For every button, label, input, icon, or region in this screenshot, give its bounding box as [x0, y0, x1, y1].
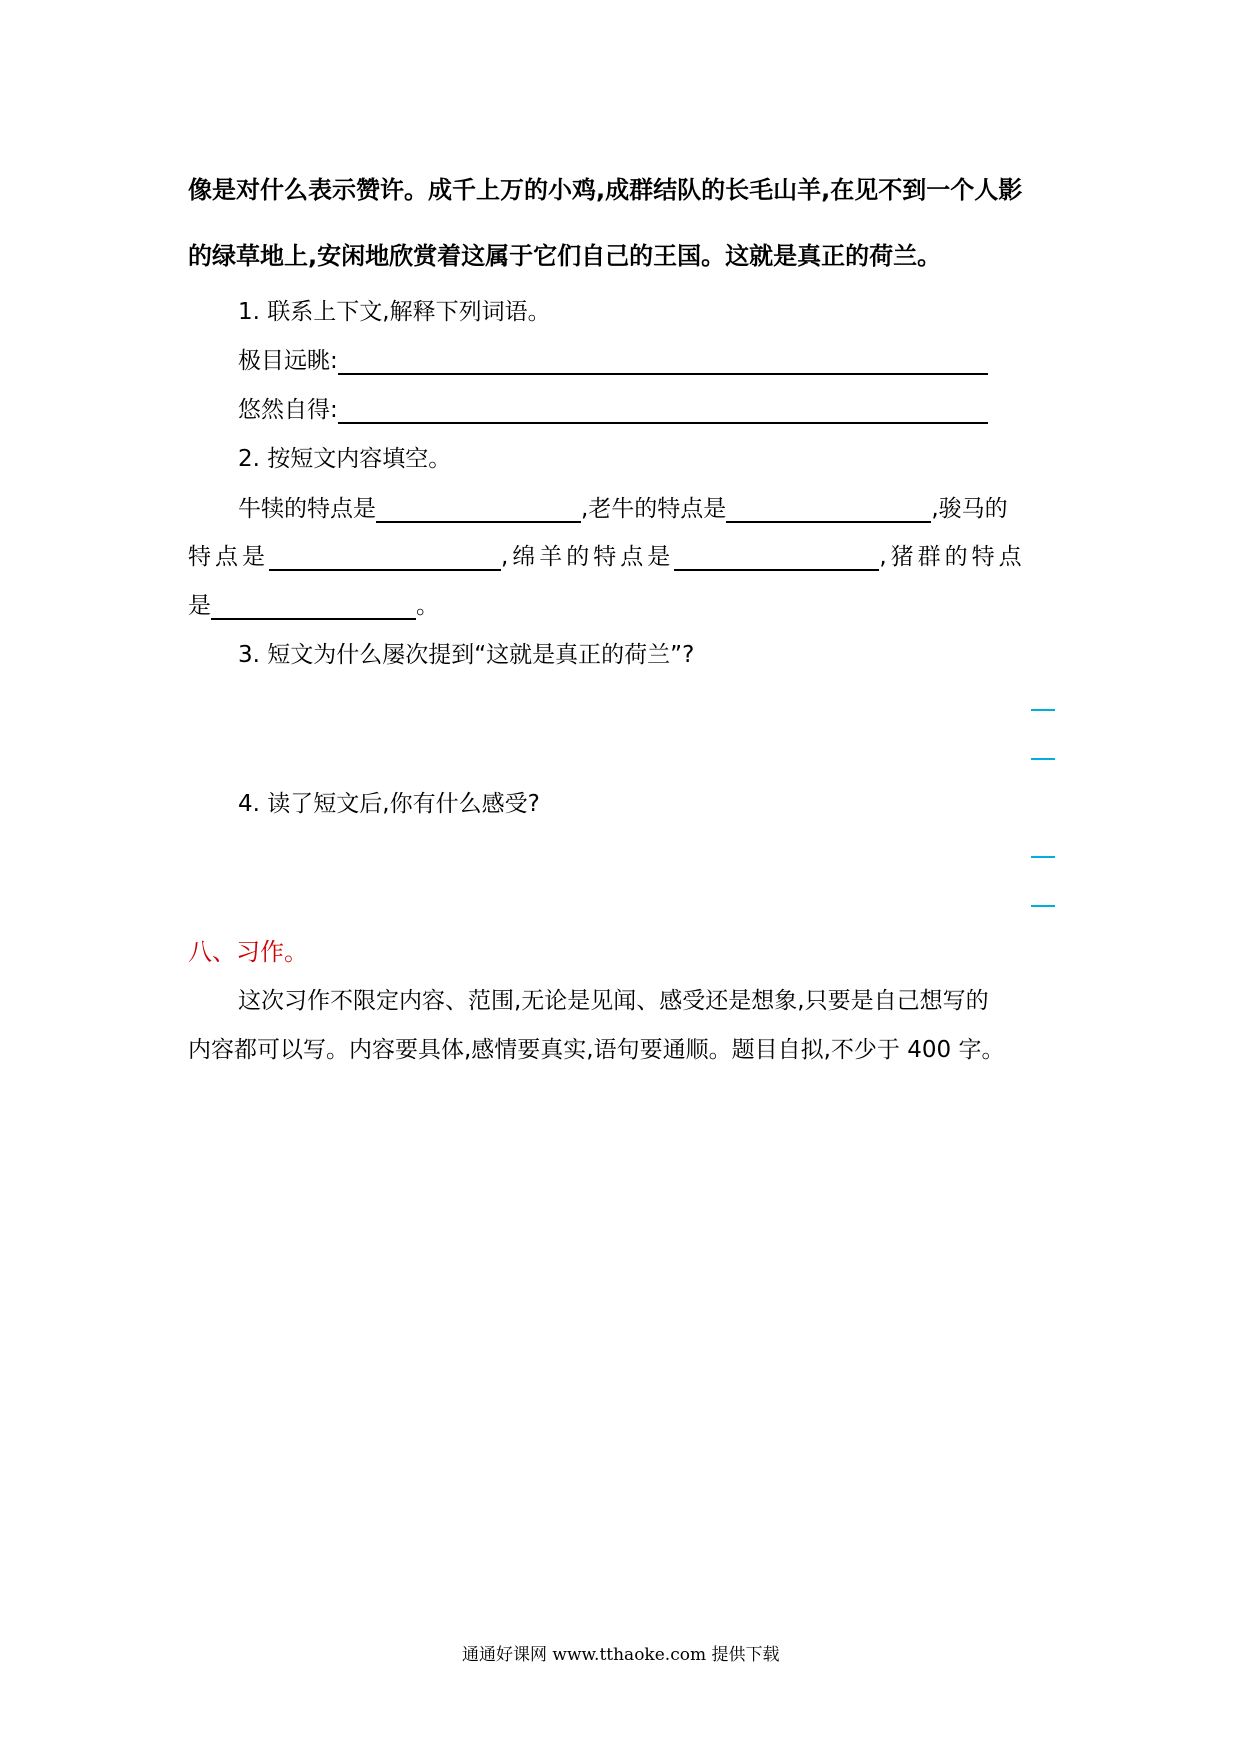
q1-item-1 — [238, 342, 988, 375]
q1-answer-blank-2[interactable] — [338, 398, 988, 424]
q1-word-2: 悠然自得: — [238, 397, 338, 423]
q3-answer-line-2[interactable] — [1031, 758, 1055, 760]
q2-blank-horse[interactable] — [269, 545, 501, 571]
q4-answer-line-2[interactable] — [1031, 905, 1055, 907]
q2-text-3: ,骏马的 — [931, 496, 1008, 522]
q3-answer-line-1[interactable] — [1031, 709, 1055, 711]
q2-blank-sheep[interactable] — [674, 545, 879, 571]
q1-answer-blank-1[interactable] — [338, 349, 988, 375]
section-8-line-2: 内容都可以写。内容要具体,感情要真实,语句要通顺。题目自拟,不少于 400 字。 — [188, 1037, 1005, 1063]
q2-line-1 — [238, 490, 1008, 523]
q2-line-2 — [188, 538, 1026, 571]
q2-text-6: ,猪群的特点 — [879, 544, 1026, 570]
question-4-title: 4. 读了短文后,你有什么感受? — [238, 791, 540, 817]
footer-credit: 通通好课网 www.tthaoke.com 提供下载 — [462, 1645, 780, 1665]
q2-blank-pigs[interactable] — [211, 594, 416, 620]
passage-line-2: 的绿草地上,安闲地欣赏着这属于它们自己的王国。这就是真正的荷兰。 — [188, 242, 942, 270]
q2-text-7: 是 — [188, 593, 211, 619]
q2-blank-old-cow[interactable] — [726, 497, 931, 523]
q2-text-2: ,老牛的特点是 — [581, 496, 727, 522]
q2-line-3 — [188, 587, 439, 620]
q1-word-1: 极目远眺: — [238, 348, 338, 374]
q2-text-5: ,绵羊的特点是 — [501, 544, 675, 570]
question-2-title: 2. 按短文内容填空。 — [238, 446, 452, 472]
q1-item-2 — [238, 391, 988, 424]
question-3-title: 3. 短文为什么屡次提到“这就是真正的荷兰”? — [238, 642, 695, 668]
passage-line-1: 像是对什么表示赞许。成千上万的小鸡,成群结队的长毛山羊,在见不到一个人影 — [188, 176, 1023, 204]
section-8-line-1: 这次习作不限定内容、范围,无论是见闻、感受还是想象,只要是自己想写的 — [238, 988, 989, 1014]
question-1-title: 1. 联系上下文,解释下列词语。 — [238, 299, 551, 325]
q2-text-4: 特点是 — [188, 544, 269, 570]
q4-answer-line-1[interactable] — [1031, 856, 1055, 858]
q2-text-1: 牛犊的特点是 — [238, 496, 376, 522]
q2-blank-calf[interactable] — [376, 497, 581, 523]
q2-text-8: 。 — [416, 593, 439, 619]
section-8-heading: 八、习作。 — [188, 938, 308, 966]
